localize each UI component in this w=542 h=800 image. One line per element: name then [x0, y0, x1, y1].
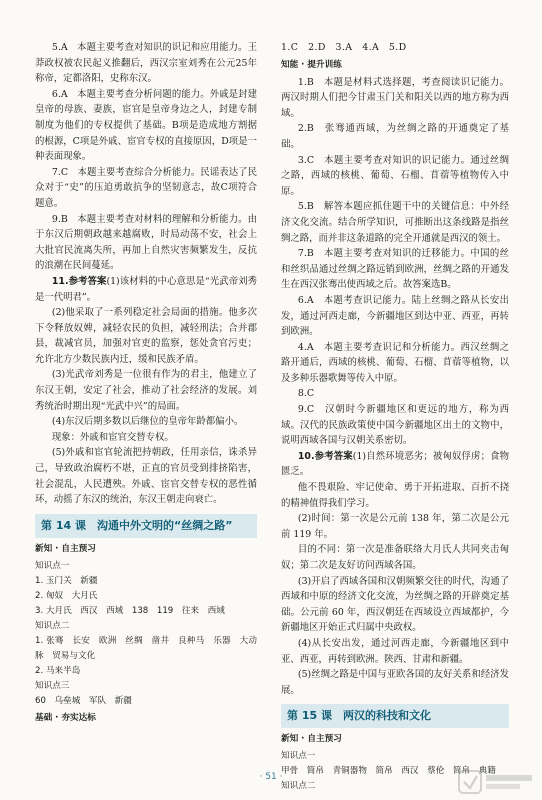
answer-item: 1.B 本题是材料式选择题，考查阅读识记能力。两汉时期人们把今甘肃玉门关和阳关以西的地方称为西域。: [281, 76, 509, 119]
answer-paragraph: (4)从长安出发，通过河西走廊，今新疆地区到中亚、西亚，再转到欧洲。陕西、甘肃和新疆。: [281, 637, 509, 665]
answer-item: 3.C 本题主要考查对知识的识记能力。通过丝绸之路，西域的核桃、葡萄、石榴、苜蓿等植物传入中原。: [281, 154, 509, 197]
knowledge-point-2: 知识点二: [281, 781, 316, 792]
fill-line: 3. 大月氏 西汉 西域 138 119 往来 西域: [35, 605, 225, 616]
basic-heading: 基础 · 夯实达标: [35, 712, 96, 723]
answer-paragraph: (2)时间：第一次是公元前 138 年，第二次是公元前 119 年。: [281, 513, 509, 540]
improve-heading: 知能 · 提升训练: [281, 59, 342, 70]
watermark-logo-icon: [458, 768, 536, 796]
answer-item: 6.A 本题主要考查分析问题的能力。外戚是封建皇帝的母族、妻族，宦官是皇帝身边之人，封建专制制度为他们的专权提供了基础。B项是造成地方割据的根源，C项是外戚、宦官专权的直接原因，D项是一种表面现象。: [35, 88, 257, 163]
q11-label: 11.参考答案(1)该材料的中心意思是“光武帝刘秀是一代明君”。: [35, 275, 258, 303]
fill-line: 1. 张骞 长安 欧洲 丝绸 凿井 良种马 乐器 大动脉 贸易与文化: [35, 635, 257, 661]
answer-item: 5.B 解答本题应抓住题干中的关键信息：中外经济文化交流。结合所学知识，可推断出这条线路是指丝绸之路，而并非这条道路的完全开通就是西汉的领土。: [281, 201, 509, 244]
knowledge-point-1: 知识点一: [35, 560, 70, 571]
answer-item: 9.C 汉朝时今新疆地区和更远的地方，称为西域。汉代的民族政策使中国今新疆地区出土的文物中，说明西域各国与汉朝关系密切。: [281, 404, 509, 447]
answer-paragraph: (3)开启了西域各国和汉朝频繁交往的时代，沟通了西域和中原的经济文化交流，为丝绸之路的开辟奠定基础。公元前 60 年，西汉朝廷在西域设立西域都护，今新疆地区开始正式归属中央政权。: [281, 575, 509, 634]
page-number: · 51 ·: [259, 772, 283, 782]
q10-label: 10.参考答案(1)自然环境恶劣；被匈奴俘虏；食物匮乏。: [281, 450, 510, 478]
answer-paragraph: (2)他采取了一系列稳定社会局面的措施。他多次下令释放奴婢，减轻农民的负担，减轻刑法；合并郡县，裁减官员，加强对官吏的监察，惩处贪官污吏；允许北方少数民族内迁，缓和民族矛盾。: [35, 307, 257, 365]
answer-item: 7.B 本题主要考查对知识的迁移能力。中国的丝和丝织品通过丝绸之路远销到欧洲，丝绸之路的开通发生在西汉张骞出使西域之后。故答案选B。: [281, 248, 509, 291]
right-column: [281, 40, 509, 794]
answer-item: 4.A 本题主要考查识记和分析能力。西汉丝绸之路开通后，西域的核桃、葡萄、石榴、苜蓿等植物，以及多种乐器歌舞等传入中原。: [281, 341, 509, 384]
knowledge-point-2: 知识点二: [35, 620, 70, 631]
fill-line: 2. 匈奴 大月氏: [35, 590, 98, 601]
answer-item: 2.B 张骞通西域，为丝绸之路的开通奠定了基础。: [281, 123, 509, 150]
answer-item: 8.C: [297, 388, 315, 400]
lesson-14-title: 第 14 课 沟通中外文明的“丝绸之路”: [35, 514, 257, 538]
knowledge-point-1: 知识点一: [281, 751, 316, 762]
answer-item: 5.A 本题主要考查对知识的识记和应用能力。王莽政权被农民起义推翻后，西汉宗室刘秀在公元25年称帝，定都洛阳，史称东汉。: [35, 42, 257, 85]
answer-paragraph: 现象：外戚和宦官交替专权。: [51, 431, 174, 443]
answer-item: 7.C 本题主要考查综合分析能力。民谣表达了民众对于“史”的压迫勇敢抗争的坚韧意志，故C项符合题意。: [35, 166, 257, 209]
answer-paragraph: (3)光武帝刘秀是一位很有作为的君主，他建立了东汉王朝，安定了社会，推动了社会经济的发展。刘秀统治时期出现“光武中兴”的局面。: [35, 369, 257, 412]
knowledge-point-3: 知识点三: [35, 680, 70, 691]
answer-paragraph: 他不畏艰险、牢记使命、勇于开拓进取、百折不挠的精神值得我们学习。: [281, 482, 509, 509]
preview-heading: 新知 · 自主预习: [281, 734, 342, 745]
answer-paragraph: (5)丝绸之路是中国与亚欧各国的友好关系和经济发展。: [281, 669, 509, 696]
answer-item: 9.B 本题主要考查对材料的理解和分析能力。由于东汉后期朝政越来越腐败，时局动荡不安，社会上大批官民流离失所，再加上自然灾害频繁发生，反抗的浪潮在民间蔓延。: [35, 213, 257, 272]
answer-paragraph: (5)外戚和宦官轮流把持朝政，任用亲信，诛杀异己，导致政治腐朽不堪，正直的官员受到排挤陷害，社会混乱，人民遭殃。外戚、宦官交替专权的恶性循环，动摇了东汉的统治，东汉王朝走向衰亡。: [35, 447, 257, 506]
fill-line: 甲骨 简帛 青铜器物 简帛 西汉 蔡伦 简帛 典籍: [281, 766, 496, 777]
preview-heading: 新知 · 自主预习: [35, 543, 96, 554]
fill-line: 1. 玉门关 新疆: [35, 575, 98, 586]
answer-paragraph: (4)东汉后期多数以后继位的皇帝年龄都偏小。: [51, 416, 244, 428]
fill-line: 2. 马来半岛: [35, 665, 81, 676]
lesson-15-title: 第 15 课 两汉的科技和文化: [281, 704, 509, 728]
answer-item: 6.A 本题考查识记能力。陆上丝绸之路从长安出发，通过河西走廊，今新疆地区到达中亚、西亚，再转到欧洲。: [281, 294, 509, 338]
left-column: [35, 40, 257, 728]
mc-answers: 1.C 2.D 3.A 4.A 5.D: [281, 42, 407, 53]
fill-line: 60 乌垒城 军队 新疆: [35, 695, 132, 706]
answer-paragraph: 目的不同：第一次是准备联络大月氏人共同夹击匈奴；第二次是友好访问西域各国。: [281, 544, 509, 571]
